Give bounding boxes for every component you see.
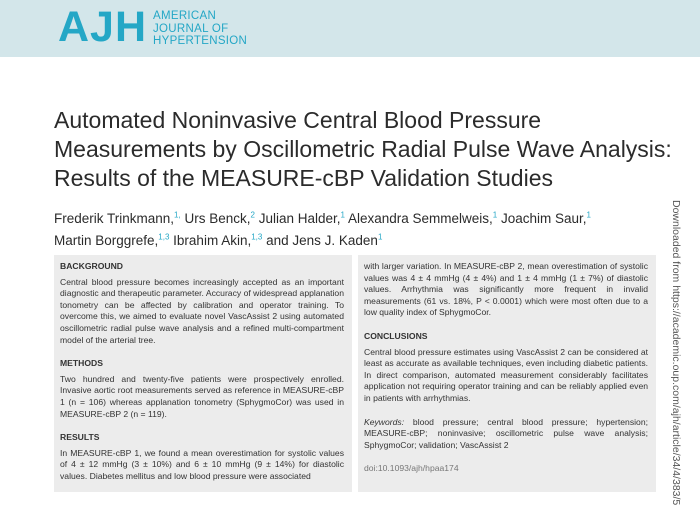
affiliation-marker: 1 bbox=[340, 210, 345, 219]
affiliation-marker: 1,3 bbox=[158, 232, 170, 242]
title-line: Results of the MEASURE-cBP Validation Studies bbox=[54, 165, 553, 191]
affiliation-marker: 2 bbox=[250, 210, 255, 219]
download-sidebar bbox=[670, 200, 692, 505]
results-heading: RESULTS bbox=[60, 432, 100, 443]
keywords bbox=[364, 417, 648, 452]
title-line: Measurements by Oscillometric Radial Pulse Wave Analysis: bbox=[54, 136, 672, 162]
doi-link[interactable]: doi:10.1093/ajh/hpaa174 bbox=[364, 463, 459, 474]
author-name[interactable]: Ibrahim Akin,$^{1,3}$ bbox=[169, 232, 263, 248]
background-heading: BACKGROUND bbox=[60, 261, 124, 271]
methods-heading: METHODS bbox=[60, 358, 103, 369]
author-line bbox=[54, 205, 674, 228]
journal-name bbox=[153, 10, 247, 48]
author-name[interactable]: Frederik Trinkmann,$^{1,}$ bbox=[54, 210, 181, 226]
author-name[interactable]: Julian Halder,$^1$ bbox=[254, 210, 345, 226]
conclusions-text: Central blood pressure estimates using VascAssist 2 can be considered at least as accurate as available techniques, even including diabetic patients. In direct comparison, automated measurement considerably facilitates application not requiring operator training and can be reliably applied even in patients with arrhythmias. bbox=[364, 346, 648, 403]
download-source-text[interactable]: Downloaded from https://academic.oup.com/ajh/article/34/4/383/5 bbox=[670, 200, 682, 505]
author-name[interactable]: and Jens J. Kaden$^1$ bbox=[262, 232, 383, 248]
background-text: Central blood pressure becomes increasingly accepted as an important diagnostic and therapeutic parameter. Accuracy of widespread applanation tonometry can be affected by calibration and operator training. To overcome this, we aimed to evaluate novel VascAssist 2 using automated oscillometric radial pulse wave analysis and a refined multi-compartment model of the arterial tree. bbox=[60, 276, 344, 345]
journal-name-line: HYPERTENSION bbox=[153, 35, 248, 47]
keywords-label: Keywords: bbox=[364, 416, 405, 427]
abstract-left-column bbox=[54, 255, 352, 492]
author-name[interactable]: Urs Benck,$^2$ bbox=[180, 210, 255, 226]
title-line: Automated Noninvasive Central Blood Pressure bbox=[54, 107, 542, 133]
conclusions-heading: CONCLUSIONS bbox=[364, 330, 428, 341]
results-text: In MEASURE-cBP 1, we found a mean overestimation for systolic values of 4 ± 12 mmHg (3 ± 10%) and 6 ± 10 mmHg (9 ± 14%) for diastolic values. Diabetes mellitus and low blood pressure were associated bbox=[60, 447, 344, 481]
article-title bbox=[54, 106, 672, 193]
author-line bbox=[54, 228, 674, 251]
results-continued-text: with larger variation. In MEASURE-cBP 2, mean overestimation of systolic values was 4 ± 4 mmHg (4 ± 4%) and 1 ± 4 mmHg (1 ± 7%) of diastolic values. Arrhythmia was significantly more frequent in invalid measurements (61 vs. 18%, P < 0.0001) which were most often due to a low quality index of SphygmoCor. bbox=[364, 261, 648, 318]
keywords-text: blood pressure; central blood pressure; hypertension; MEASURE-cBP; noninvasive; oscillometric pulse wave analysis; SphygmoCor; validation; VascAssist 2 bbox=[364, 416, 648, 450]
affiliation-marker: 1 bbox=[377, 232, 383, 242]
journal-header bbox=[0, 0, 700, 57]
journal-name-line: JOURNAL OF bbox=[153, 22, 229, 35]
author-name[interactable]: Joachim Saur,$^1$ bbox=[497, 210, 591, 226]
author-name[interactable]: Alexandra Semmelweis,$^1$ bbox=[344, 210, 498, 226]
author-list bbox=[54, 205, 674, 250]
journal-logo: AJH bbox=[58, 3, 148, 51]
author-name[interactable]: Martin Borggrefe,$^{1,3}$ bbox=[54, 232, 170, 248]
affiliation-marker: 1, bbox=[174, 210, 181, 219]
journal-name-line: AMERICAN bbox=[153, 10, 217, 22]
abstract-right-column bbox=[358, 255, 656, 492]
affiliation-marker: 1 bbox=[586, 210, 591, 219]
affiliation-marker: 1 bbox=[492, 210, 498, 219]
methods-text: Two hundred and twenty-five patients were prospectively enrolled. Invasive aortic root measurements served as reference in MEASURE-cBP 1 (n = 106) whereas applanation tonometry (SphygmoCor) was used in MEASURE-cBP 2 (n = 119). bbox=[60, 373, 344, 419]
affiliation-marker: 1,3 bbox=[251, 232, 263, 242]
